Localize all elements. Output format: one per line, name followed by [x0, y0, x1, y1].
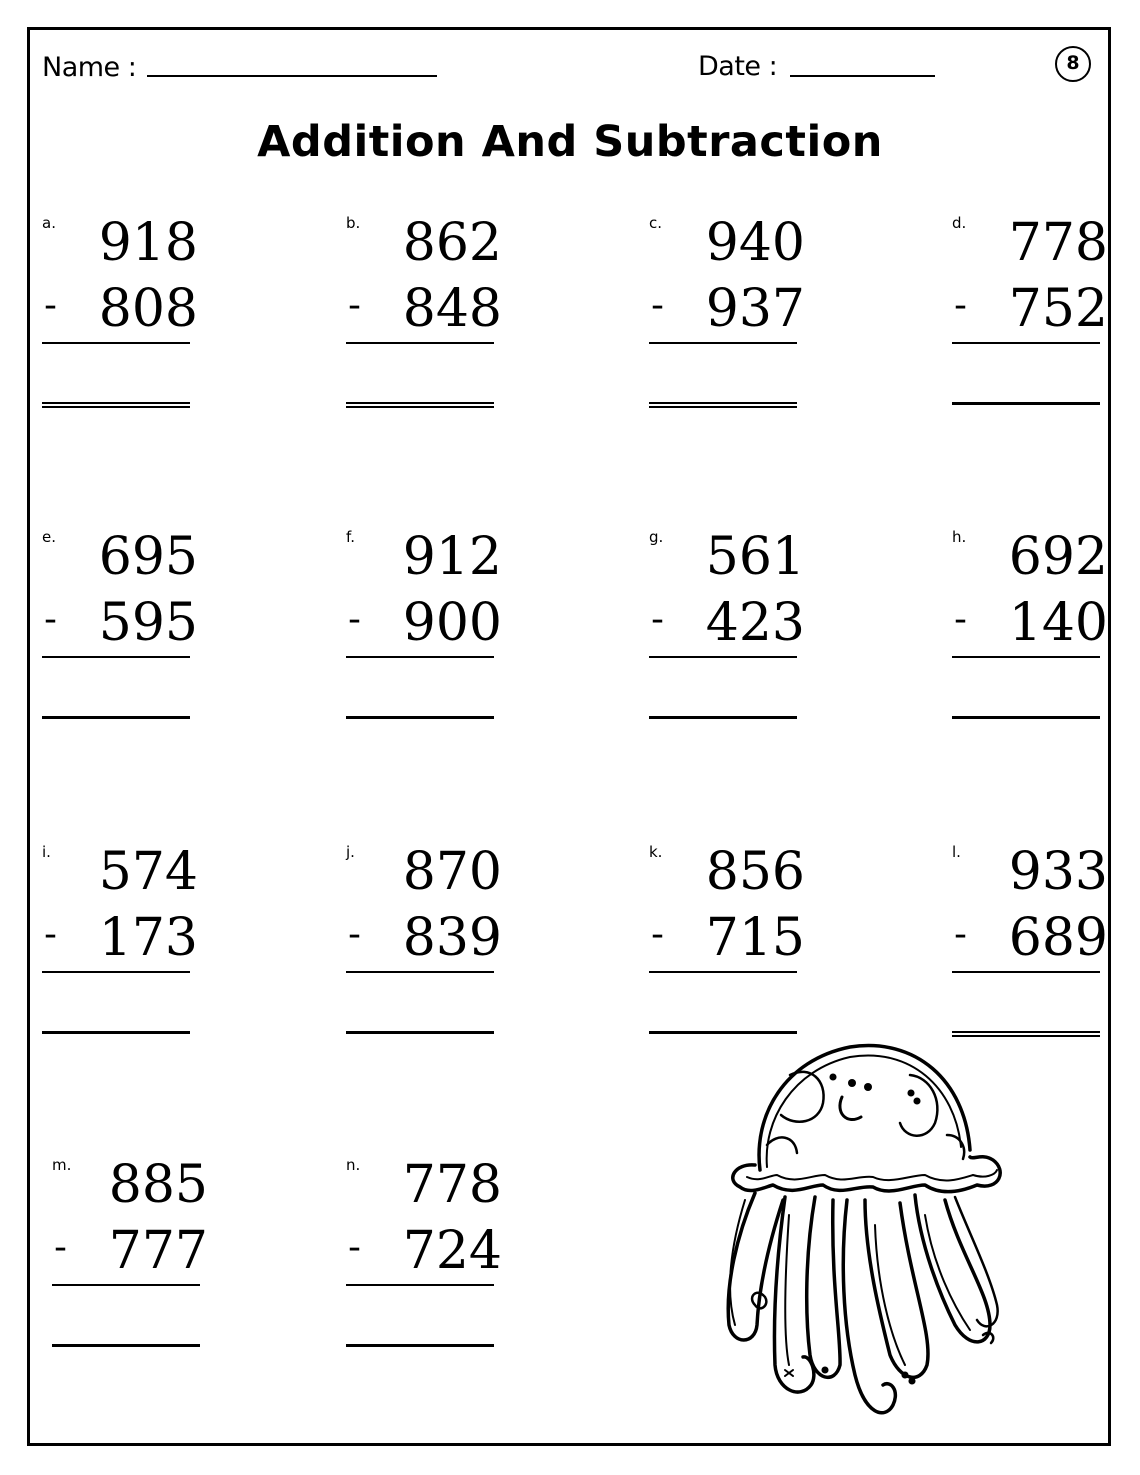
- subtrahend: 900: [402, 593, 502, 653]
- answer-line[interactable]: [649, 716, 797, 719]
- problem-d: [952, 214, 1112, 414]
- minuend: 933: [1008, 842, 1108, 902]
- subtrahend: 777: [108, 1221, 208, 1281]
- answer-line[interactable]: [952, 716, 1100, 719]
- worksheet-title: Addition And Subtraction: [257, 117, 883, 167]
- minuend: 778: [402, 1155, 502, 1215]
- minus-sign: -: [54, 1227, 67, 1268]
- problem-h: [952, 528, 1112, 728]
- sum-rule: [649, 342, 797, 344]
- problem-k: [649, 843, 809, 1043]
- sum-rule: [42, 971, 190, 973]
- problem-f: [346, 528, 506, 728]
- problem-letter: n.: [346, 1156, 361, 1174]
- sum-rule: [52, 1284, 200, 1286]
- problem-letter: i.: [42, 843, 51, 861]
- subtrahend: 140: [1008, 593, 1108, 653]
- minuend: 870: [402, 842, 502, 902]
- problem-i: [42, 843, 202, 1043]
- sum-rule: [649, 656, 797, 658]
- problem-c: [649, 214, 809, 414]
- name-field[interactable]: [147, 75, 437, 77]
- subtrahend: 423: [705, 593, 805, 653]
- minus-sign: -: [44, 914, 57, 955]
- problem-e: [42, 528, 202, 728]
- answer-line[interactable]: [952, 402, 1100, 405]
- problem-letter: c.: [649, 214, 663, 232]
- minus-sign: -: [651, 914, 664, 955]
- problem-letter: f.: [346, 528, 355, 546]
- subtrahend: 937: [705, 279, 805, 339]
- sum-rule: [346, 656, 494, 658]
- problem-a: [42, 214, 202, 414]
- problem-letter: h.: [952, 528, 967, 546]
- sum-rule: [952, 342, 1100, 344]
- problem-letter: j.: [346, 843, 355, 861]
- answer-line[interactable]: [346, 402, 494, 408]
- minuend: 561: [705, 527, 805, 587]
- minuend: 574: [98, 842, 198, 902]
- subtrahend: 715: [705, 908, 805, 968]
- problem-j: [346, 843, 506, 1043]
- minus-sign: -: [954, 285, 967, 326]
- answer-line[interactable]: [346, 716, 494, 719]
- subtrahend: 724: [402, 1221, 502, 1281]
- problem-m: [52, 1156, 212, 1356]
- problem-letter: g.: [649, 528, 664, 546]
- problem-letter: e.: [42, 528, 56, 546]
- minuend: 856: [705, 842, 805, 902]
- problem-letter: d.: [952, 214, 967, 232]
- problem-letter: k.: [649, 843, 663, 861]
- answer-line[interactable]: [649, 1031, 797, 1034]
- date-field[interactable]: [790, 75, 935, 77]
- sum-rule: [952, 656, 1100, 658]
- answer-line[interactable]: [42, 1031, 190, 1034]
- problem-letter: l.: [952, 843, 961, 861]
- answer-line[interactable]: [52, 1344, 200, 1347]
- minuend: 918: [98, 213, 198, 273]
- problem-letter: b.: [346, 214, 361, 232]
- minus-sign: -: [348, 1227, 361, 1268]
- sum-rule: [346, 971, 494, 973]
- subtrahend: 752: [1008, 279, 1108, 339]
- answer-line[interactable]: [346, 1031, 494, 1034]
- subtrahend: 848: [402, 279, 502, 339]
- jellyfish-icon: [715, 1035, 1015, 1435]
- minus-sign: -: [651, 599, 664, 640]
- problem-l: [952, 843, 1112, 1043]
- minus-sign: -: [954, 914, 967, 955]
- answer-line[interactable]: [649, 402, 797, 408]
- minus-sign: -: [651, 285, 664, 326]
- date-label: Date :: [698, 51, 778, 82]
- problem-n: [346, 1156, 506, 1356]
- minuend: 692: [1008, 527, 1108, 587]
- sum-rule: [346, 1284, 494, 1286]
- minuend: 885: [108, 1155, 208, 1215]
- minuend: 778: [1008, 213, 1108, 273]
- answer-line[interactable]: [346, 1344, 494, 1347]
- minus-sign: -: [348, 285, 361, 326]
- minus-sign: -: [348, 599, 361, 640]
- subtrahend: 839: [402, 908, 502, 968]
- problem-g: [649, 528, 809, 728]
- minuend: 912: [402, 527, 502, 587]
- minus-sign: -: [954, 599, 967, 640]
- minus-sign: -: [44, 599, 57, 640]
- answer-line[interactable]: [42, 402, 190, 408]
- subtrahend: 595: [98, 593, 198, 653]
- subtrahend: 173: [98, 908, 198, 968]
- minuend: 862: [402, 213, 502, 273]
- sum-rule: [346, 342, 494, 344]
- subtrahend: 689: [1008, 908, 1108, 968]
- problem-letter: m.: [52, 1156, 72, 1174]
- sum-rule: [952, 971, 1100, 973]
- minus-sign: -: [44, 285, 57, 326]
- problem-letter: a.: [42, 214, 56, 232]
- minus-sign: -: [348, 914, 361, 955]
- name-label: Name :: [42, 52, 137, 83]
- minuend: 940: [705, 213, 805, 273]
- problem-b: [346, 214, 506, 414]
- page-number-badge: 8: [1055, 46, 1091, 82]
- sum-rule: [649, 971, 797, 973]
- sum-rule: [42, 656, 190, 658]
- answer-line[interactable]: [42, 716, 190, 719]
- sum-rule: [42, 342, 190, 344]
- subtrahend: 808: [98, 279, 198, 339]
- minuend: 695: [98, 527, 198, 587]
